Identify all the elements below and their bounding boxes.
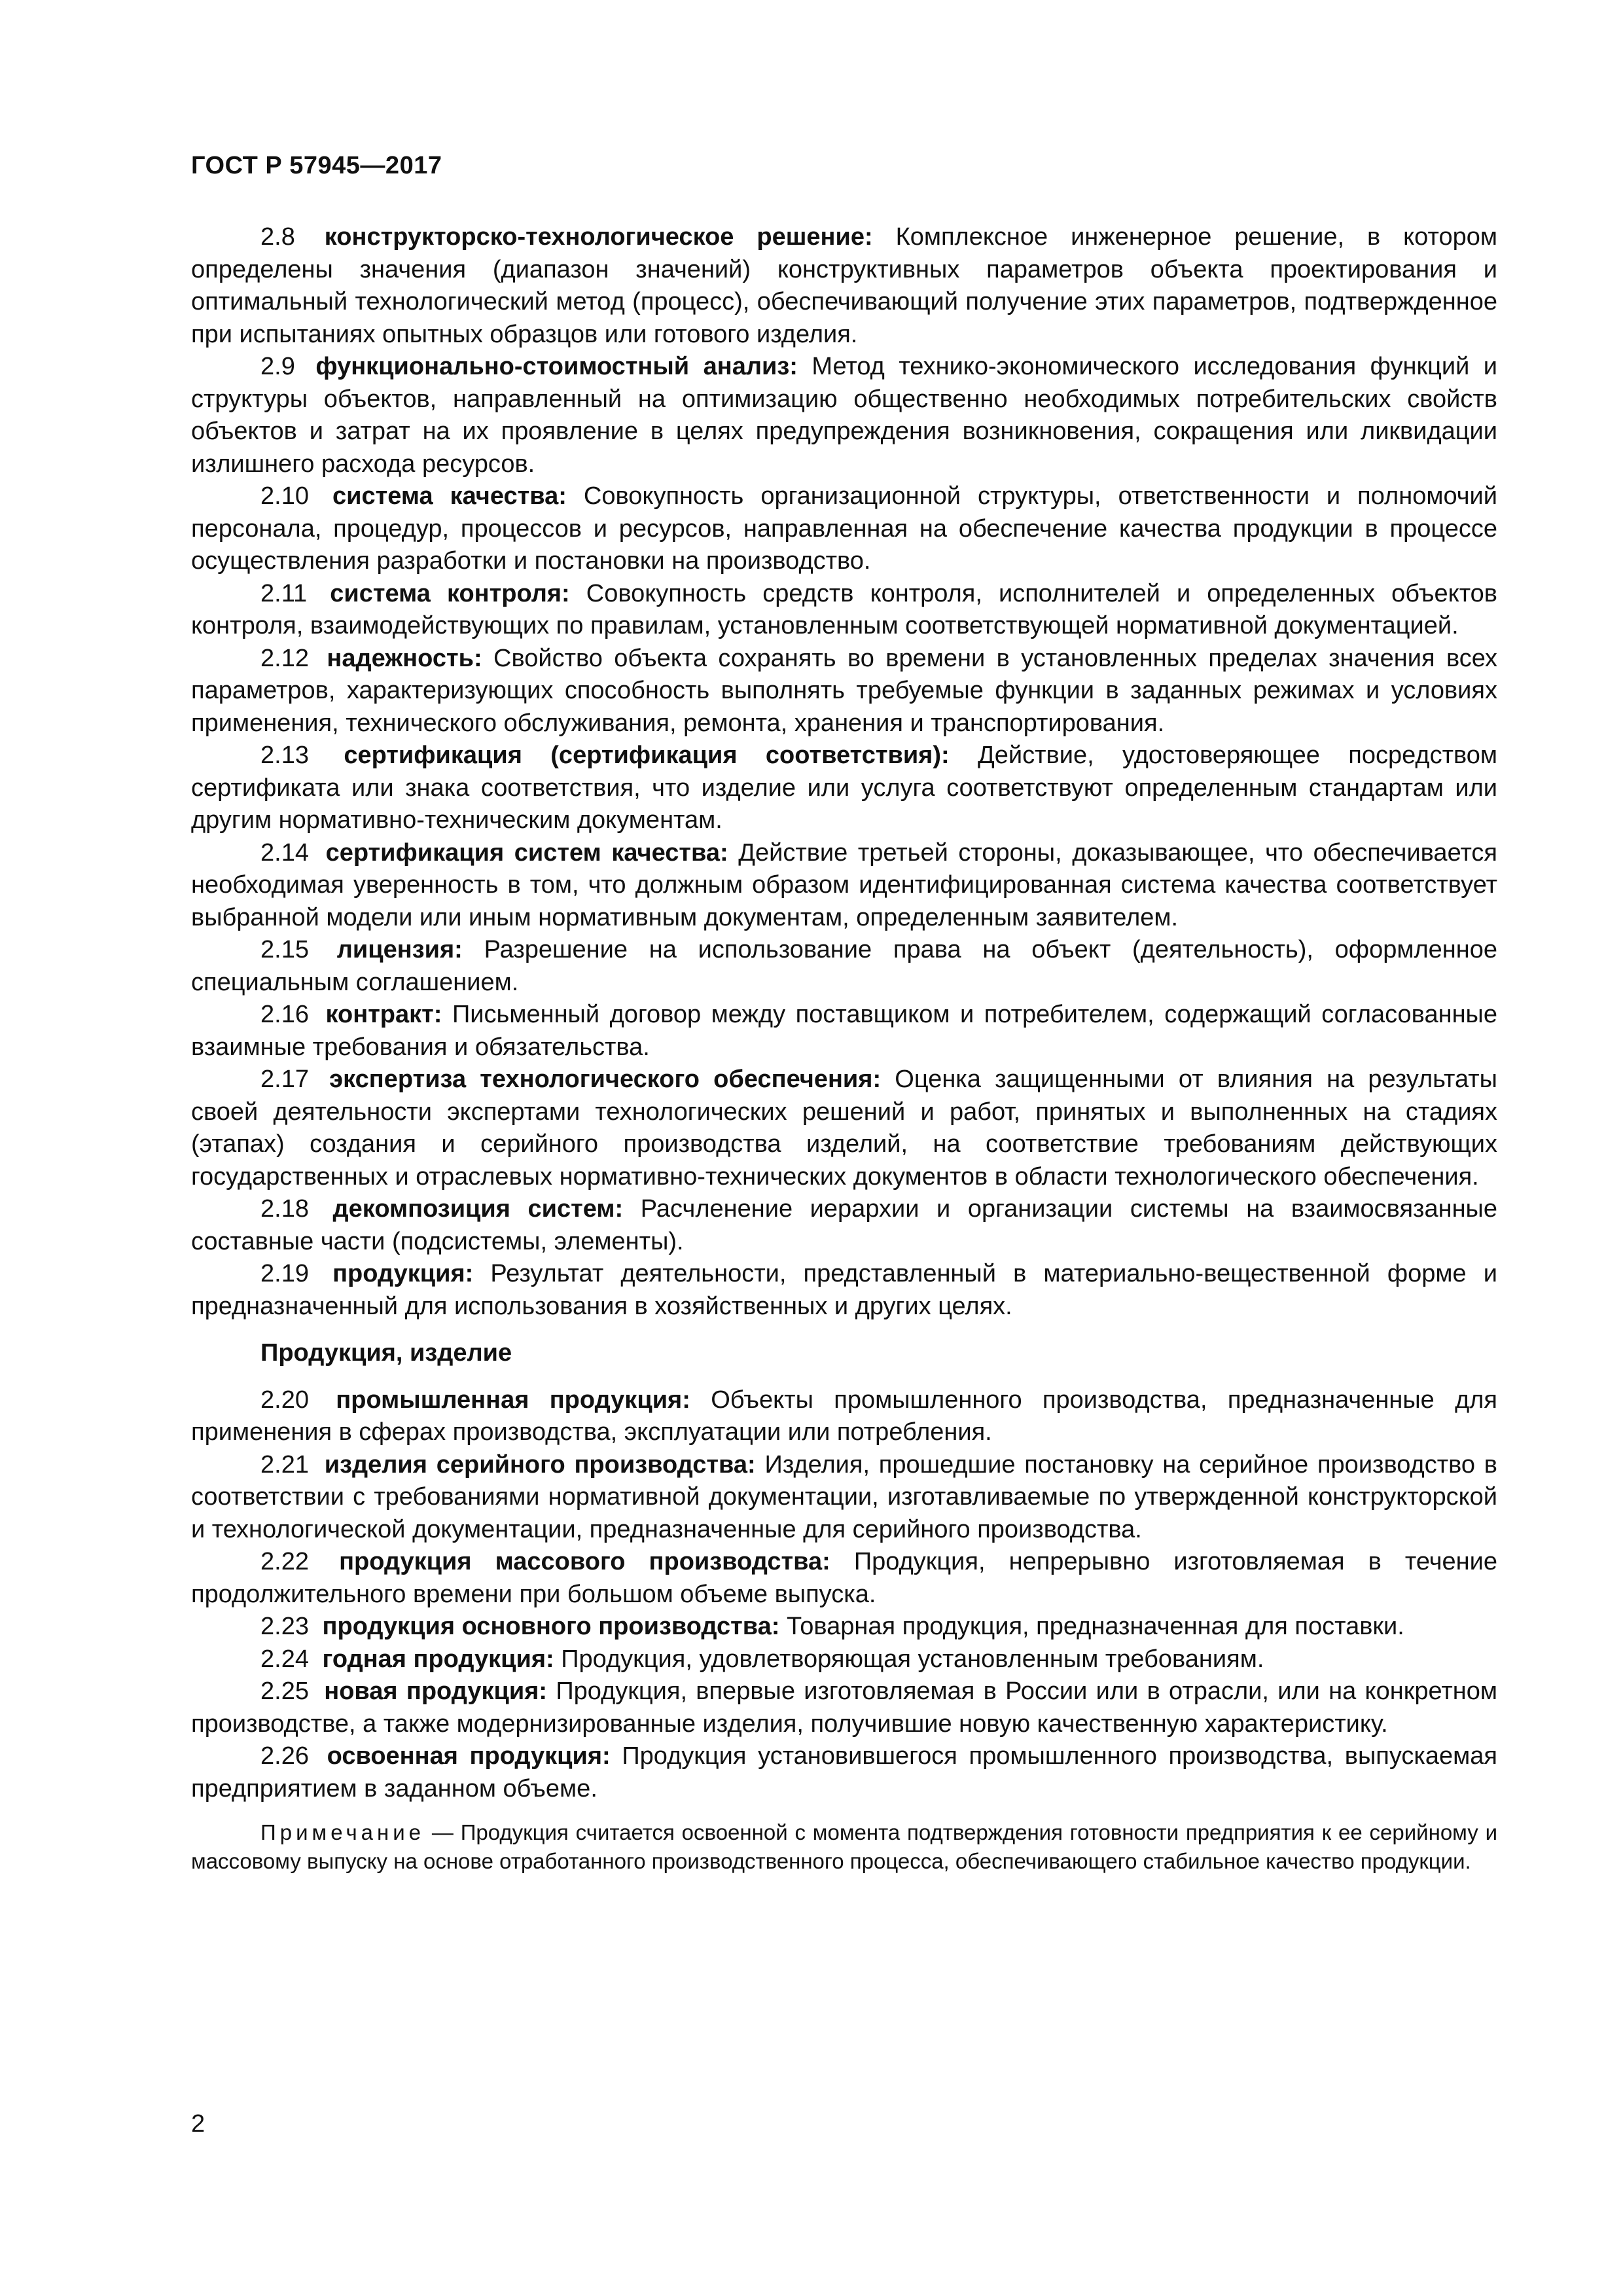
term-name: новая продукция: [324, 1677, 548, 1705]
term-entry [191, 934, 1497, 999]
term-entry [191, 740, 1497, 837]
term-entry [191, 837, 1497, 935]
term-entry [191, 999, 1497, 1064]
term-number: 2.8 [260, 223, 295, 251]
term-number: 2.16 [260, 1001, 309, 1028]
term-definition: Продукция, удовлетворяющая установленным требованиям. [561, 1645, 1264, 1673]
term-entry [191, 351, 1497, 480]
term-name: продукция массового производства: [339, 1548, 830, 1575]
note-text: — Продукция считается освоенной с момента подтверждения готовности предприятия к ее серийному и массовому выпуску на основе отработанного производственного процесса, обеспечивающего стабильное качество продукции. [191, 1820, 1498, 1873]
term-name: продукция основного производства: [322, 1613, 780, 1640]
term-entry [191, 1546, 1497, 1611]
term-definition: Объекты промышленного производства, предназначенные для применения в сферах производства, эксплуатации или потребления. [191, 1386, 1498, 1446]
term-name: лицензия: [336, 936, 463, 963]
term-name: контракт: [325, 1001, 442, 1028]
term-number: 2.25 [260, 1677, 309, 1705]
term-name: надежность: [327, 644, 482, 672]
term-number: 2.26 [260, 1742, 309, 1770]
term-number: 2.14 [260, 838, 309, 867]
terms-list-general [191, 221, 1497, 1323]
page-number: 2 [191, 2110, 205, 2138]
term-name: изделия серийного производства: [324, 1450, 756, 1479]
term-entry [191, 1064, 1497, 1193]
term-name: промышленная продукция: [336, 1386, 690, 1414]
term-number: 2.23 [260, 1613, 309, 1640]
term-name: декомпозиция систем: [332, 1195, 624, 1223]
section-heading: Продукция, изделие [260, 1339, 512, 1367]
term-name: функционально-стоимостный анализ: [315, 353, 798, 380]
term-name: годная продукция: [322, 1645, 554, 1673]
term-definition: Расчленение иерархии и организации системы на взаимосвязанные составные части (подсистемы, элементы). [191, 1195, 1497, 1255]
term-number: 2.17 [260, 1066, 309, 1093]
term-definition: Комплексное инженерное решение, в котором определены значения (диапазон значений) конструктивных параметров объекта проектирования и оптимальный технологический метод (процесс), обеспечивающий получение этих параметров, подтвержденное при испытаниях опытных образцов или готового изделия. [191, 223, 1497, 348]
term-number: 2.18 [260, 1195, 309, 1223]
term-name: экспертиза технологического обеспечения: [329, 1066, 882, 1093]
term-number: 2.9 [260, 353, 295, 380]
term-definition: Продукция, впервые изготовляемая в России или в отрасли, или на конкретном производстве, а также модернизированные изделия, получившие новую качественную характеристику. [191, 1677, 1498, 1738]
term-name: сертификация (сертификация соответствия): [344, 742, 950, 769]
term-definition: Письменный договор между поставщиком и потребителем, содержащий согласованные взаимные требования и обязательства. [191, 1001, 1497, 1061]
term-entry [191, 1258, 1497, 1323]
term-entry [191, 221, 1497, 351]
term-entry [191, 1643, 1497, 1676]
term-name: сертификация систем качества: [325, 838, 728, 867]
terms-list-products [191, 1384, 1497, 1806]
term-name: система качества: [332, 482, 567, 510]
term-entry [191, 480, 1497, 578]
term-definition: Совокупность организационной структуры, ответственности и полномочий персонала, процедур, процессов и ресурсов, направленная на обеспечение качества продукции в процессе осуществления разработки и постановки на производство. [191, 482, 1498, 575]
term-number: 2.21 [260, 1450, 309, 1479]
term-definition: Продукция, непрерывно изготовляемая в течение продолжительного времени при большом объеме выпуска. [191, 1548, 1497, 1608]
term-definition: Товарная продукция, предназначенная для поставки. [787, 1613, 1404, 1640]
term-name: система контроля: [330, 579, 570, 607]
term-number: 2.19 [260, 1260, 309, 1287]
standard-header: ГОСТ Р 57945—2017 [191, 152, 442, 179]
term-entry [191, 1676, 1497, 1740]
term-definition: Совокупность средств контроля, исполнителей и определенных объектов контроля, взаимодействующих по правилам, установленным соответствующей нормативной документацией. [191, 579, 1497, 639]
term-name: конструкторско-технологическое решение: [324, 223, 873, 251]
term-number: 2.12 [260, 644, 309, 672]
term-number: 2.11 [260, 579, 308, 607]
note-paragraph [191, 1818, 1497, 1876]
document-body [191, 221, 1497, 1897]
term-entry [191, 643, 1497, 740]
note-label: Примечание [260, 1820, 425, 1844]
term-name: продукция: [332, 1260, 474, 1287]
term-entry [191, 1740, 1497, 1805]
term-definition: Продукция установившегося промышленного производства, выпускаемая предприятием в заданном объеме. [191, 1742, 1497, 1803]
term-entry [191, 1384, 1497, 1449]
term-number: 2.22 [260, 1548, 309, 1575]
term-definition: Свойство объекта сохранять во времени в установленных пределах значения всех параметров, характеризующих способность выполнять требуемые функции в заданных режимах и условиях применения, технического обслуживания, ремонта, хранения и транспортирования. [191, 644, 1498, 737]
term-name: освоенная продукция: [327, 1742, 611, 1770]
term-definition: Результат деятельности, представленный в материально-вещественной форме и предназначенный для использования в хозяйственных и других целях. [191, 1260, 1497, 1320]
term-definition: Изделия, прошедшие постановку на серийное производство в соответствии с требованиями нормативной документации, изготавливаемые по утвержденной конструкторской и технологической документации, предназначенные для серийного производства. [191, 1450, 1497, 1543]
term-number: 2.13 [260, 742, 309, 769]
term-number: 2.15 [260, 936, 309, 963]
term-entry [191, 578, 1497, 643]
term-definition: Метод технико-экономического исследования функций и структуры объектов, направленный на оптимизацию общественно необходимых потребительских свойств объектов и затрат на их проявление в целях предупреждения возникновения, сокращения или ликвидации излишнего расхода ресурсов. [191, 353, 1498, 478]
term-number: 2.20 [260, 1386, 309, 1414]
term-entry [191, 1193, 1497, 1258]
term-definition: Разрешение на использование права на объект (деятельность), оформленное специальным соглашением. [191, 936, 1498, 996]
term-definition: Действие третьей стороны, доказывающее, что обеспечивается необходимая уверенность в том, что должным образом идентифицированная система качества соответствует выбранной модели или иным нормативным документам, определенным заявителем. [191, 838, 1497, 931]
term-entry [191, 1449, 1497, 1547]
term-definition: Действие, удостоверяющее посредством сертификата или знака соответствия, что изделие или услуга соответствуют определенным стандартам или другим нормативно-техническим документам. [191, 742, 1498, 834]
term-definition: Оценка защищенными от влияния на результаты своей деятельности экспертами технологических решений и работ, принятых и выполненных на стадиях (этапах) создания и серийного производства изделий, на соответствие требованиям действующих государственных и отраслевых нормативно-технических документов в области технологического обеспечения. [191, 1066, 1497, 1191]
term-entry [191, 1611, 1497, 1643]
term-number: 2.24 [260, 1645, 309, 1673]
term-number: 2.10 [260, 482, 309, 510]
